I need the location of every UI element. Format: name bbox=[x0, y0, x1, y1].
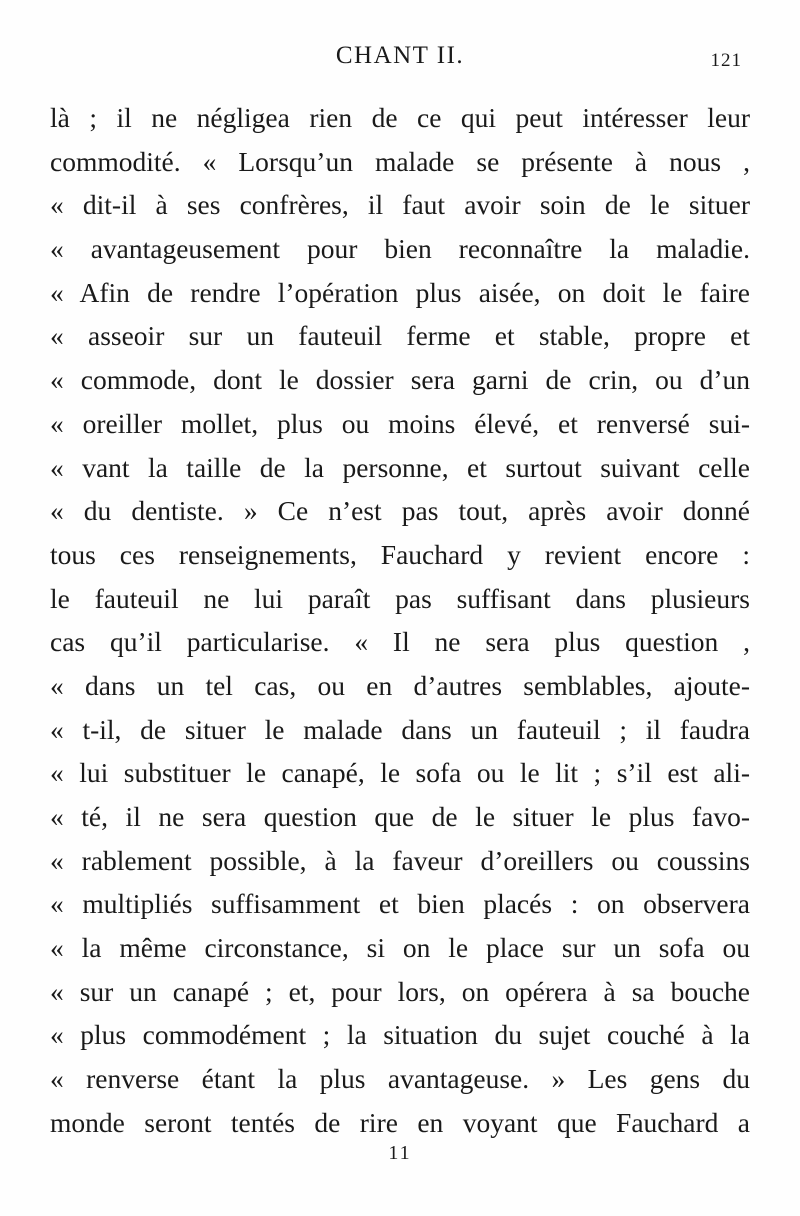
text-line: « rablement possible, à la faveur d’oreillers ou coussins bbox=[50, 844, 750, 876]
signature-mark: 11 bbox=[388, 1142, 412, 1164]
text-line: « dans un tel cas, ou en d’autres semblables, ajoute- bbox=[50, 669, 750, 701]
text-line: « Afin de rendre l’opération plus aisée, on doit le faire bbox=[50, 276, 750, 308]
text-line: « renverse étant la plus avantageuse. » Les gens du bbox=[50, 1063, 750, 1095]
text-line: « dit-il à ses confrères, il faut avoir soin de le situer bbox=[50, 189, 750, 221]
text-line: « commode, dont le dossier sera garni de crin, ou d’un bbox=[50, 364, 750, 396]
text-line: « sur un canapé ; et, pour lors, on opérera à sa bouche bbox=[50, 975, 750, 1007]
text-line: « avantageusement pour bien reconnaître la maladie. bbox=[50, 233, 750, 265]
running-head bbox=[0, 42, 800, 82]
text-line: monde seront tentés de rire en voyant que Fauchard a bbox=[50, 1106, 750, 1138]
text-line: là ; il ne négligea rien de ce qui peut intéresser leur bbox=[50, 102, 750, 133]
text-line: « asseoir sur un fauteuil ferme et stable, propre et bbox=[50, 320, 750, 352]
running-title: CHANT II. bbox=[335, 42, 465, 69]
text-line: « multipliés suffisamment et bien placés : on observera bbox=[50, 888, 750, 920]
text-line: « té, il ne sera question que de le situer le plus favo- bbox=[50, 801, 750, 832]
text-line: tous ces renseignements, Fauchard y revient encore : bbox=[50, 538, 750, 570]
text-line: « vant la taille de la personne, et surtout suivant celle bbox=[50, 451, 750, 483]
page-number: 121 bbox=[710, 50, 742, 71]
text-line: « oreiller mollet, plus ou moins élevé, et renversé sui- bbox=[50, 407, 750, 439]
text-line: « plus commodément ; la situation du sujet couché à la bbox=[50, 1019, 750, 1051]
text-line: « lui substituer le canapé, le sofa ou le lit ; s’il est ali- bbox=[50, 757, 750, 789]
text-line: « t-il, de situer le malade dans un fauteuil ; il faudra bbox=[50, 713, 750, 745]
text-line: « du dentiste. » Ce n’est pas tout, après avoir donné bbox=[50, 495, 750, 527]
text-line: commodité. « Lorsqu’un malade se présente à nous , bbox=[50, 145, 750, 177]
text-line: « la même circonstance, si on le place sur un sofa ou bbox=[50, 932, 750, 964]
text-line: cas qu’il particularise. « Il ne sera plus question , bbox=[50, 626, 750, 658]
text-line: le fauteuil ne lui paraît pas suffisant dans plusieurs bbox=[50, 582, 750, 614]
body-text bbox=[50, 96, 750, 1145]
